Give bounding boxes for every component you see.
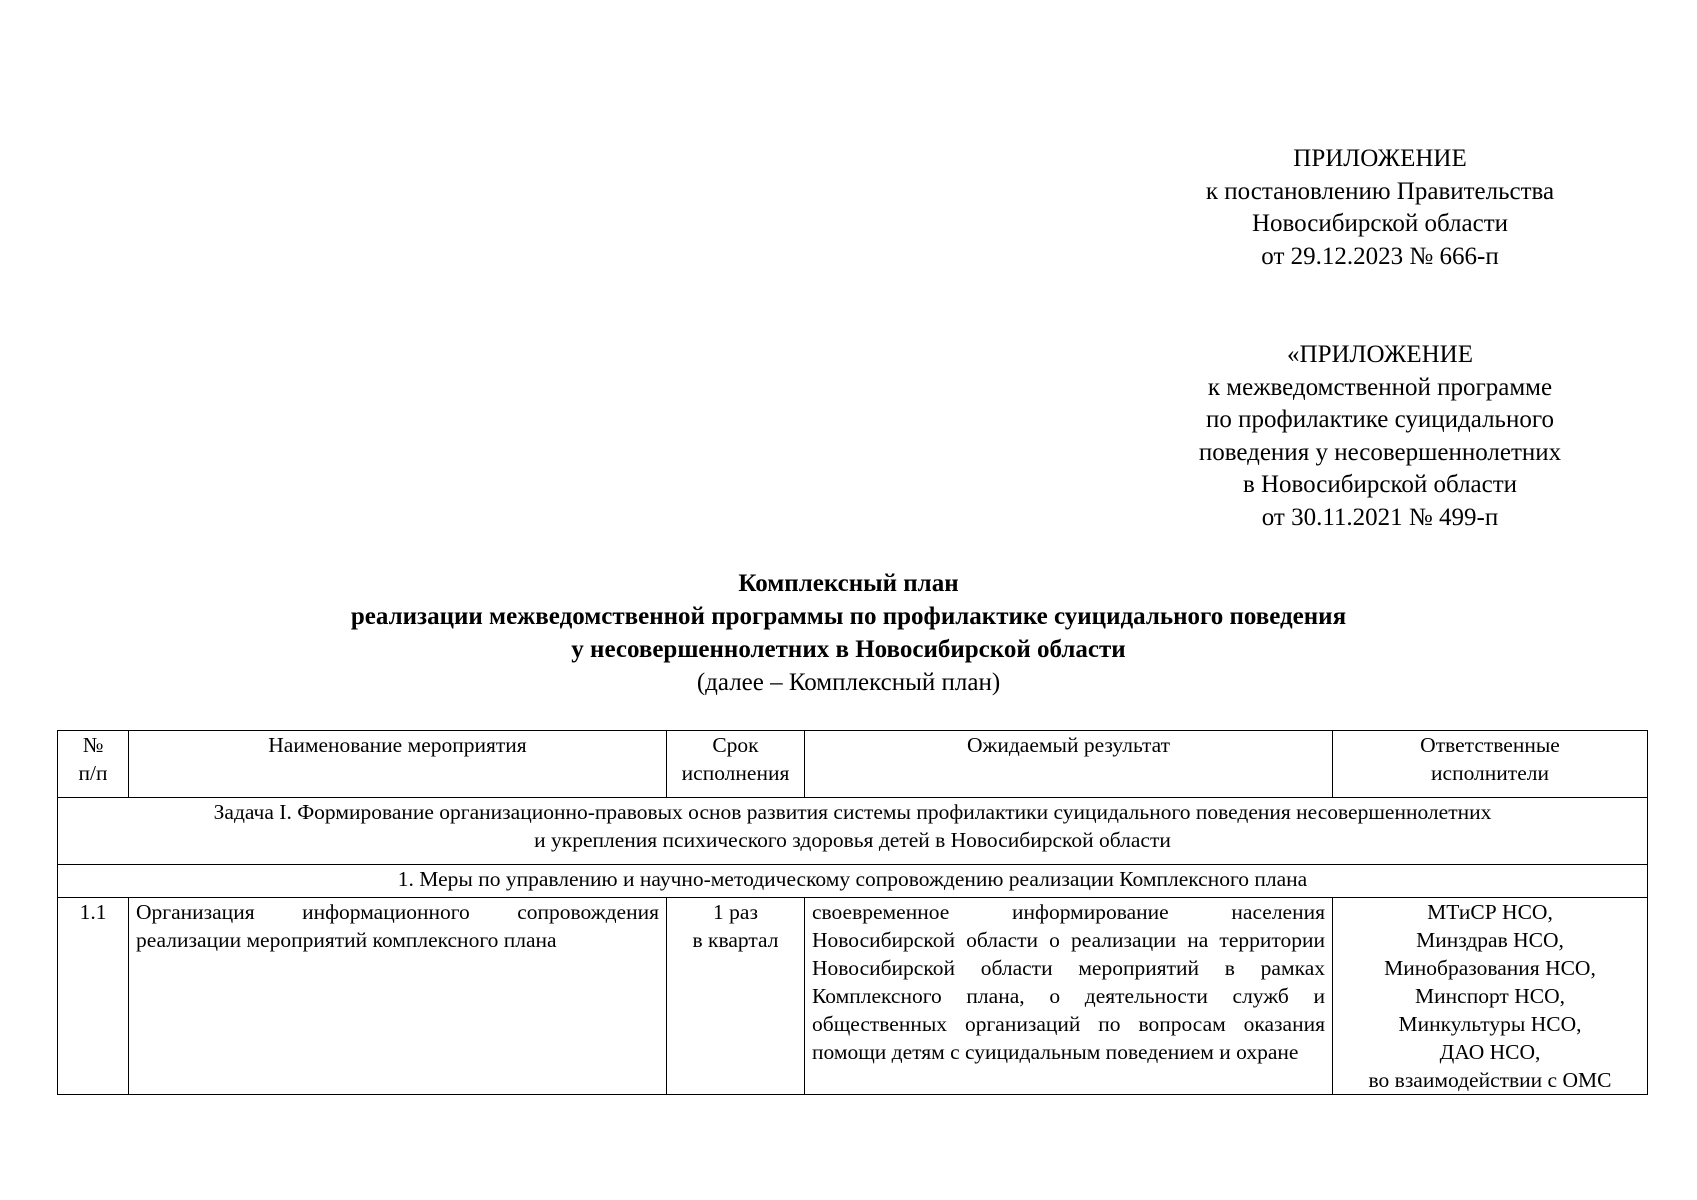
row-term [667, 898, 805, 1095]
header-result: Ожидаемый результат [805, 731, 1333, 798]
approval-block-interdepartmental-program [1170, 339, 1590, 534]
row-responsible [1333, 898, 1648, 1095]
responsible-line: МТиСР НСО, [1427, 900, 1553, 924]
approval-line: в Новосибирской области [1242, 471, 1518, 498]
header-term [667, 731, 805, 798]
row-name: Организация информационного сопровождения реализации мероприятий комплексного плана [129, 898, 667, 1095]
header-responsible-line: исполнители [1431, 761, 1549, 785]
responsible-line: Минкультуры НСО, [1398, 1012, 1582, 1036]
task-row [58, 798, 1648, 865]
approval-line: к межведомственной программе [1207, 373, 1553, 401]
title-note: (далее – Комплексный план) [696, 669, 1001, 696]
approval-line: к постановлению Правительства [1205, 177, 1555, 205]
header-num-line: № [82, 733, 104, 757]
task-heading [58, 798, 1648, 865]
document-title [0, 567, 1697, 699]
row-num: 1.1 [58, 898, 129, 1095]
header-term-line: Срок [712, 733, 759, 757]
approval-line: по профилактике суицидального [1206, 406, 1554, 433]
row-result [805, 898, 1333, 1095]
section-heading: 1. Меры по управлению и научно-методическому сопровождению реализации Комплексного плана [58, 865, 1648, 898]
row-result-text: своевременное информирование населения Новосибирской области о реализации на территории Новосибирской области мероприятий в рамках Комплексного плана, о деятельности служб и общественных организаций по вопросам оказания помощи детям с суицидальным поведением и охране [812, 900, 1325, 1064]
table-header-row [58, 731, 1648, 798]
header-term-line: исполнения [681, 761, 790, 785]
approval-line: от 30.11.2021 № 499-п [1261, 503, 1499, 531]
header-name: Наименование мероприятия [129, 731, 667, 798]
responsible-line: Минспорт НСО, [1415, 984, 1565, 1008]
responsible-line: Минобразования НСО, [1384, 956, 1596, 980]
title-line: реализации межведомственной программы по профилактике суицидального поведения [350, 603, 1347, 630]
approval-line: поведения у несовершеннолетних [1198, 438, 1562, 466]
section-row [58, 865, 1648, 898]
approval-block-government-resolution [1170, 143, 1590, 273]
responsible-line: во взаимодействии с ОМС [1368, 1068, 1612, 1092]
header-responsible [1333, 731, 1648, 798]
row-term-line: в квартал [692, 928, 779, 952]
header-responsible-line: Ответственные [1420, 733, 1560, 757]
approval-line: от 29.12.2023 № 666-п [1261, 242, 1499, 270]
responsible-line: Минздрав НСО, [1416, 928, 1564, 952]
task-heading-line: Задача I. Формирование организационно-правовых основ развития системы профилактики суицидального поведения несовершеннолетних [213, 800, 1492, 824]
responsible-line: ДАО НСО, [1439, 1040, 1541, 1064]
approval-line: Новосибирской области [1251, 210, 1509, 237]
row-term-line: 1 раз [713, 900, 758, 924]
task-heading-line: и укрепления психического здоровья детей в Новосибирской области [534, 828, 1171, 852]
approval-line: «ПРИЛОЖЕНИЕ [1287, 341, 1473, 368]
plan-table [57, 730, 1648, 1095]
title-line: у несовершеннолетних в Новосибирской области [571, 636, 1126, 663]
header-num-line: п/п [78, 761, 108, 785]
title-line: Комплексный план [738, 570, 959, 597]
table-row [58, 898, 1648, 1095]
approval-line: ПРИЛОЖЕНИЕ [1293, 145, 1467, 172]
header-num [58, 731, 129, 798]
